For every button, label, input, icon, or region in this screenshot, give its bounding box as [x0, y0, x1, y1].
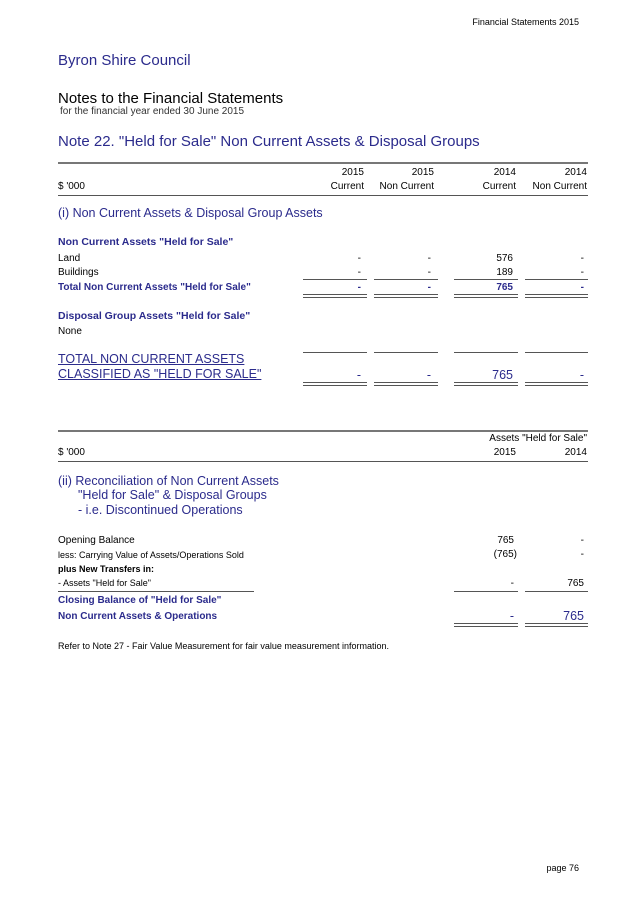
assets-hfs-2015: - — [510, 578, 514, 589]
closing-label-line1: Closing Balance of "Held for Sale" — [58, 595, 222, 606]
assets-hfs-2014: 765 — [567, 578, 584, 589]
period-subtitle: for the financial year ended 30 June 2015 — [60, 106, 245, 117]
col3-year: 2014 — [493, 167, 516, 178]
notes-title: Notes to the Financial Statements — [58, 90, 284, 107]
table2-header-rule — [58, 461, 588, 462]
grand-top-rule-4 — [525, 352, 588, 353]
total-dbl-rule-2 — [374, 294, 438, 298]
section-ii-line3: - i.e. Discontinued Operations — [78, 503, 243, 517]
buildings-2014-noncurrent: - — [580, 267, 584, 278]
running-header: Financial Statements 2015 — [472, 17, 579, 27]
land-2014-noncurrent: - — [580, 253, 584, 264]
opening-balance-2015: 765 — [497, 535, 514, 546]
row-land-label: Land — [58, 253, 81, 264]
grand-top-rule-1 — [303, 352, 367, 353]
table1-unit: $ '000 — [58, 181, 85, 192]
grand-dbl-rule-3 — [454, 382, 518, 386]
grand-total-label-line1: TOTAL NON CURRENT ASSETS — [58, 352, 245, 366]
subtotal-rule-4 — [525, 279, 588, 280]
grand-dbl-rule-2 — [374, 382, 438, 386]
table2-year-2015: 2015 — [493, 447, 516, 458]
col4-type: Non Current — [532, 181, 587, 192]
table2-top-rule — [58, 430, 588, 432]
page-number: page 76 — [546, 863, 579, 873]
total-2015-current: - — [357, 282, 361, 293]
dga-none: None — [58, 326, 82, 337]
council-name: Byron Shire Council — [58, 52, 191, 69]
total-2015-noncurrent: - — [427, 282, 431, 293]
plus-transfers-label: plus New Transfers in: — [58, 564, 155, 574]
note-title: Note 22. "Held for Sale" Non Current Assets & Disposal Groups — [58, 133, 480, 150]
col3-type: Current — [482, 181, 516, 192]
total-dbl-rule-3 — [454, 294, 518, 298]
total-2014-noncurrent: - — [580, 282, 584, 293]
closing-2014: 765 — [563, 609, 584, 623]
col4-year: 2014 — [564, 167, 587, 178]
table2-unit: $ '000 — [58, 447, 85, 458]
total-ncahs-label: Total Non Current Assets "Held for Sale" — [58, 282, 251, 293]
total-2014-current: 765 — [496, 282, 513, 293]
col1-year: 2015 — [341, 167, 364, 178]
label-underline — [58, 591, 254, 592]
land-2015-noncurrent: - — [427, 253, 431, 264]
grand-top-rule-3 — [454, 352, 518, 353]
opening-balance-2014: - — [580, 535, 584, 546]
ncahs-heading: Non Current Assets "Held for Sale" — [58, 236, 234, 248]
grand-dbl-rule-4 — [525, 382, 588, 386]
footnote: Refer to Note 27 - Fair Value Measurement for fair value measurement information. — [58, 641, 389, 651]
dga-heading: Disposal Group Assets "Held for Sale" — [58, 310, 251, 322]
closing-dbl-rule-2 — [525, 623, 588, 627]
grand-dbl-rule-1 — [303, 382, 367, 386]
subtotal-rule-3 — [454, 279, 518, 280]
less-sold-2015: (765) — [493, 549, 517, 560]
buildings-2015-noncurrent: - — [427, 267, 431, 278]
land-2014-current: 576 — [496, 253, 513, 264]
total-dbl-rule-1 — [303, 294, 367, 298]
section-ii-line2: "Held for Sale" & Disposal Groups — [78, 488, 267, 502]
closing-top-rule-1 — [454, 591, 518, 592]
grand-top-rule-2 — [374, 352, 438, 353]
grand-total-label-line2: CLASSIFIED AS "HELD FOR SALE" — [58, 367, 262, 381]
closing-dbl-rule-1 — [454, 623, 518, 627]
col2-type: Non Current — [379, 181, 434, 192]
grand-2015-noncurrent: - — [426, 368, 431, 382]
table2-group-header: Assets "Held for Sale" — [489, 433, 587, 444]
closing-label-line2: Non Current Assets & Operations — [58, 611, 218, 622]
col1-type: Current — [330, 181, 364, 192]
table1-header-rule — [58, 195, 588, 196]
opening-balance-label: Opening Balance — [58, 535, 135, 546]
row-buildings-label: Buildings — [58, 267, 99, 278]
buildings-2014-current: 189 — [496, 267, 513, 278]
grand-2015-current: - — [356, 368, 361, 382]
section-i-title: (i) Non Current Assets & Disposal Group Assets — [58, 206, 323, 220]
total-dbl-rule-4 — [525, 294, 588, 298]
closing-2015: - — [509, 609, 514, 623]
buildings-2015-current: - — [357, 267, 361, 278]
assets-hfs-label: - Assets "Held for Sale" — [58, 578, 151, 588]
less-sold-2014: - — [580, 549, 584, 560]
section-ii-line1: (ii) Reconciliation of Non Current Assets — [58, 474, 279, 488]
table2-year-2014: 2014 — [564, 447, 587, 458]
table1-top-rule — [58, 162, 588, 164]
closing-top-rule-2 — [525, 591, 588, 592]
less-sold-label: less: Carrying Value of Assets/Operations Sold — [58, 550, 244, 560]
grand-2014-current: 765 — [492, 368, 513, 382]
col2-year: 2015 — [411, 167, 434, 178]
subtotal-rule-2 — [374, 279, 438, 280]
grand-2014-noncurrent: - — [579, 368, 584, 382]
subtotal-rule-1 — [303, 279, 367, 280]
land-2015-current: - — [357, 253, 361, 264]
